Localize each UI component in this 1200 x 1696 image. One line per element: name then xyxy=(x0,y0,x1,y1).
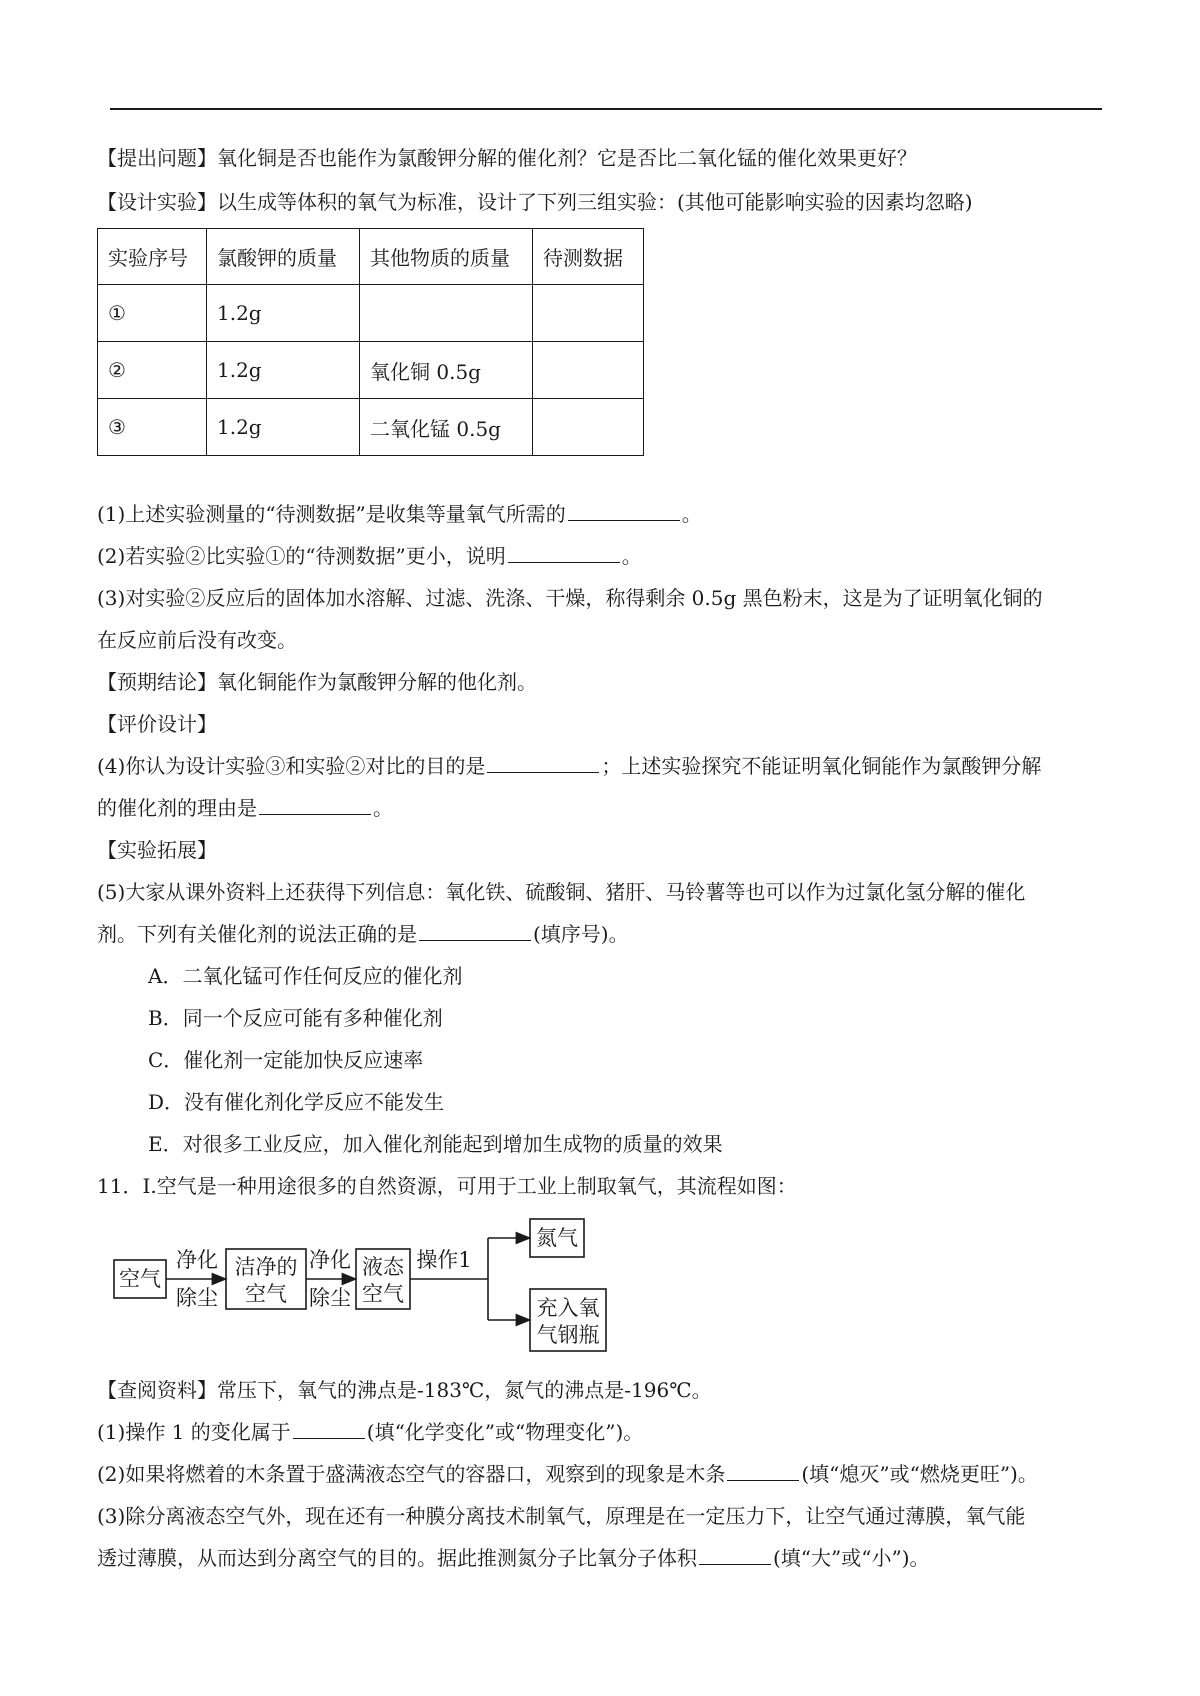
q10-part4-line2: 的催化剂的理由是 。 xyxy=(97,796,393,820)
table-cell: 二氧化锰 0.5g xyxy=(360,399,533,456)
header-rule xyxy=(110,108,1102,110)
conclusion-text: 【预期结论】氧化铜能作为氯酸钾分解的他化剂。 xyxy=(97,670,537,694)
answer-blank xyxy=(699,1546,771,1565)
q11-part3-line1: (3)除分离液态空气外，现在还有一种膜分离技术制氧气，原理是在一定压力下，让空气通过薄膜，氧气能 xyxy=(97,1504,1026,1528)
table-header-row xyxy=(98,229,644,285)
table-cell: ① xyxy=(98,285,207,342)
table-cell xyxy=(533,342,644,399)
table-cell: ② xyxy=(98,342,207,399)
table-cell: 1.2g xyxy=(207,399,360,456)
q11-stem: 11．I.空气是一种用途很多的自然资源，可用于工业上制取氧气，其流程如图： xyxy=(97,1174,797,1198)
answer-blank xyxy=(727,1462,799,1481)
q11-part1: (1)操作 1 的变化属于 (填“化学变化”或“物理变化”)。 xyxy=(97,1420,644,1444)
table-cell: 氧化铜 0.5g xyxy=(360,342,533,399)
q10-part3-line1: (3)对实验②反应后的固体加水溶解、过滤、洗涤、干燥，称得剩余 0.5g 黑色粉末，这是为了证明氧化铜的 xyxy=(97,586,1043,610)
table-row xyxy=(98,342,644,399)
answer-blank xyxy=(259,796,371,815)
box-clean-air-label-2: 空气 xyxy=(245,1282,287,1306)
q11-part3-line2: 透过薄膜，从而达到分离空气的目的。据此推测氮分子比氧分子体积 (填“大”或“小”)。 xyxy=(97,1546,930,1570)
box-air-label: 空气 xyxy=(119,1267,161,1291)
arrow-2-label-top: 净化 xyxy=(309,1248,351,1272)
table-header-cell: 实验序号 xyxy=(98,229,207,285)
q10-part5-line2: 剂。下列有关催化剂的说法正确的是 (填序号)。 xyxy=(97,922,629,946)
operation-label: 操作1 xyxy=(416,1248,472,1272)
box-oxygen-cylinder-label-1: 充入氧 xyxy=(536,1296,600,1320)
table-row xyxy=(98,399,644,456)
table-cell xyxy=(533,285,644,342)
experiment-table xyxy=(97,228,644,456)
box-nitrogen-label: 氮气 xyxy=(536,1226,578,1250)
arrow-1-label-top: 净化 xyxy=(176,1248,218,1272)
design-text: 【设计实验】以生成等体积的氧气为标准，设计了下列三组实验：(其他可能影响实验的因素均忽略) xyxy=(97,190,973,214)
q11-part2: (2)如果将燃着的木条置于盛满液态空气的容器口，观察到的现象是木条 (填“熄灭”或“燃烧更旺”)。 xyxy=(97,1462,1038,1486)
option-e: E．对很多工业反应，加入催化剂能起到增加生成物的质量的效果 xyxy=(148,1132,723,1156)
box-oxygen-cylinder-label-2: 气钢瓶 xyxy=(536,1323,600,1347)
box-liquid-air-label-2: 空气 xyxy=(362,1282,404,1306)
q10-part2: (2)若实验②比实验①的“待测数据”更小，说明 。 xyxy=(97,544,642,568)
table-header-cell: 其他物质的质量 xyxy=(360,229,533,285)
answer-blank xyxy=(293,1420,365,1439)
expand-heading: 【实验拓展】 xyxy=(97,838,217,862)
option-c: C．催化剂一定能加快反应速率 xyxy=(148,1048,424,1072)
answer-blank xyxy=(487,754,599,773)
arrow-1-label-bottom: 除尘 xyxy=(176,1286,218,1310)
table-header-cell: 待测数据 xyxy=(533,229,644,285)
q10-part5-line1: (5)大家从课外资料上还获得下列信息：氧化铁、硫酸铜、猪肝、马铃薯等也可以作为过氯化氢分解的催化 xyxy=(97,880,1026,904)
table-cell: 1.2g xyxy=(207,342,360,399)
q10-part3-line2: 在反应前后没有改变。 xyxy=(97,628,297,652)
option-a: A．二氧化锰可作任何反应的催化剂 xyxy=(148,964,463,988)
q10-part1: (1)上述实验测量的“待测数据”是收集等量氧气所需的 。 xyxy=(97,502,702,526)
q10-part4-line1: (4)你认为设计实验③和实验②对比的目的是 ；上述实验探究不能证明氧化铜能作为氯酸钾分解 xyxy=(97,754,1042,778)
table-cell xyxy=(533,399,644,456)
table-cell xyxy=(360,285,533,342)
table-header-cell: 氯酸钾的质量 xyxy=(207,229,360,285)
table-cell: ③ xyxy=(98,399,207,456)
table-cell: 1.2g xyxy=(207,285,360,342)
answer-blank xyxy=(508,544,620,563)
box-liquid-air-label-1: 液态 xyxy=(362,1255,404,1279)
option-d: D．没有催化剂化学反应不能发生 xyxy=(148,1090,445,1114)
question-text: 【提出问题】氧化铜是否也能作为氯酸钾分解的催化剂？它是否比二氧化锰的催化效果更好？ xyxy=(97,146,917,170)
reference-text: 【查阅资料】常压下，氧气的沸点是-183℃，氮气的沸点是-196℃。 xyxy=(97,1378,712,1402)
answer-blank xyxy=(419,922,531,941)
answer-blank xyxy=(568,502,680,521)
arrow-2-label-bottom: 除尘 xyxy=(309,1286,351,1310)
box-clean-air-label-1: 洁净的 xyxy=(234,1255,298,1279)
process-flow-diagram xyxy=(108,1205,628,1355)
option-b: B．同一个反应可能有多种催化剂 xyxy=(148,1006,443,1030)
table-row xyxy=(98,285,644,342)
evaluate-heading: 【评价设计】 xyxy=(97,712,217,736)
